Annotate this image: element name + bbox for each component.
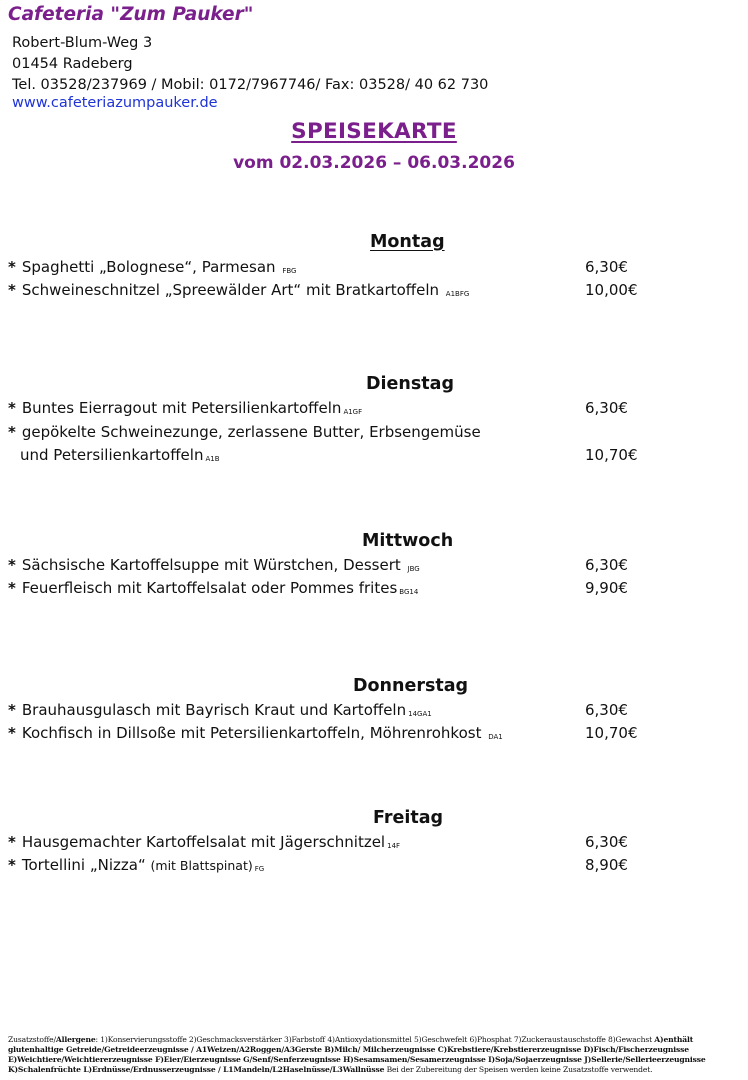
dish-text: und Petersilienkartoffeln — [20, 446, 204, 464]
dish-text: Brauhausgulasch mit Bayrisch Kraut und Kartoffeln — [21, 701, 407, 719]
dish-price: 6,30€ — [585, 258, 628, 276]
dish-item — [8, 833, 400, 851]
bullet-asterisk: * — [8, 701, 16, 719]
allergen-codes: FBG — [282, 267, 297, 275]
dish-item — [8, 724, 503, 742]
day-heading-mittwoch: Mittwoch — [362, 531, 454, 551]
allergen-codes: A1GF — [343, 408, 363, 416]
bullet-asterisk: * — [8, 833, 16, 851]
dish-item — [8, 556, 420, 574]
dish-text: Schweineschnitzel „Spreewälder Art“ mit Bratkartoffeln — [21, 281, 440, 299]
cafe-name: Cafeteria "Zum Pauker" — [8, 4, 254, 25]
bullet-asterisk: * — [8, 579, 16, 597]
menu-period: vom 02.03.2026 – 06.03.2026 — [233, 153, 515, 173]
dish-price: 9,90€ — [585, 579, 628, 597]
bullet-asterisk: * — [8, 281, 16, 299]
allergen-codes: 14F — [387, 842, 401, 850]
bullet-asterisk: * — [8, 556, 16, 574]
footnote-closing: Bei der Zubereitung der Speisen werden keine Zusatzstoffe verwendet. — [384, 1065, 653, 1074]
dish-price: 10,00€ — [585, 281, 638, 299]
allergen-codes: A1B — [205, 455, 220, 463]
dish-item — [8, 579, 418, 597]
footnote-allergen-label: Allergene — [55, 1035, 96, 1044]
dish-item — [8, 281, 469, 299]
dish-item-continued — [20, 446, 220, 464]
dish-item — [8, 258, 296, 276]
bullet-asterisk: * — [8, 724, 16, 742]
day-heading-donnerstag: Donnerstag — [353, 676, 469, 696]
dish-item — [8, 701, 432, 719]
allergen-footnote — [8, 1035, 742, 1075]
dish-price: 6,30€ — [585, 556, 628, 574]
allergen-codes: JBG — [407, 565, 420, 573]
address-city: 01454 Radeberg — [12, 56, 133, 72]
dish-text: Spaghetti „Bolognese“, Parmesan — [21, 258, 276, 276]
day-heading-freitag: Freitag — [373, 808, 444, 828]
dish-text: Sächsische Kartoffelsuppe mit Würstchen, Dessert — [21, 556, 401, 574]
dish-item — [8, 856, 264, 874]
footnote-additives: : 1)Konservierungsstoffe 2)Geschmacksverstärker 3)Farbstoff 4)Antioxydationsmittel 5)Geschwefelt 6)Phosphat 7)Zuckeraustauschstoffe 8)Gewachst — [95, 1035, 655, 1044]
dish-text: gepökelte Schweinezunge, zerlassene Butter, Erbsengemüse — [21, 423, 481, 441]
bullet-asterisk: * — [8, 399, 16, 417]
dish-text: Feuerfleisch mit Kartoffelsalat oder Pommes frites — [21, 579, 398, 597]
dish-text: Tortellini „Nizza“ — [21, 856, 146, 874]
day-heading-dienstag: Dienstag — [366, 374, 454, 394]
bullet-asterisk: * — [8, 856, 16, 874]
dish-price: 6,30€ — [585, 399, 628, 417]
bullet-asterisk: * — [8, 258, 16, 276]
dish-text: Hausgemachter Kartoffelsalat mit Jägerschnitzel — [21, 833, 386, 851]
dish-text: Buntes Eierragout mit Petersilienkartoffeln — [21, 399, 342, 417]
allergen-codes: BG14 — [399, 588, 419, 596]
website-link[interactable]: www.cafeteriazumpauker.de — [12, 95, 218, 111]
contact-phone: Tel. 03528/237969 / Mobil: 0172/7967746/ Fax: 03528/ 40 62 730 — [12, 77, 489, 93]
footnote-lead: Zusatzstoffe/ — [8, 1035, 56, 1044]
dish-price: 6,30€ — [585, 701, 628, 719]
allergen-codes: 14GA1 — [408, 710, 432, 718]
menu-title: SPEISEKARTE — [291, 119, 457, 144]
bullet-asterisk: * — [8, 423, 16, 441]
allergen-codes: A1BFG — [445, 290, 470, 298]
allergen-codes: FG — [254, 865, 265, 873]
address-street: Robert-Blum-Weg 3 — [12, 35, 153, 51]
dish-price: 8,90€ — [585, 856, 628, 874]
dish-item — [8, 399, 362, 417]
dish-note: (mit Blattspinat) — [150, 858, 253, 873]
dish-price: 10,70€ — [585, 724, 638, 742]
dish-price: 6,30€ — [585, 833, 628, 851]
dish-item — [8, 423, 481, 441]
dish-text: Kochfisch in Dillsoße mit Petersilienkartoffeln, Möhrenrohkost — [21, 724, 482, 742]
footnote-allergens: A)enthält glutenhaltige Getreide/Getreideerzeugnisse / A1Weizen/A2Roggen/A3Gerste B)Milch/ Milcherzeugnisse C)Krebstiere/Krebstiererzeugnisse D)Fisch/Fischerzeugnisse E)Weichtiere/Weichtiererzeugnisse F)Eier/Eierzeugnisse G/Senf/Senferzeugnisse H)Sesamsamen/Sesamerzeugnisse I)Soja/Sojaerzeugnisse J)Sellerie/Sellerieerzeugnisse K)Schalenfrüchte L)Erdnüsse/Erdnusserzeugnisse / L1Mandeln/L2Haselnüsse/L3Wallnüsse — [8, 1035, 706, 1074]
dish-price: 10,70€ — [585, 446, 638, 464]
allergen-codes: DA1 — [488, 733, 503, 741]
day-heading-montag: Montag — [370, 232, 445, 252]
